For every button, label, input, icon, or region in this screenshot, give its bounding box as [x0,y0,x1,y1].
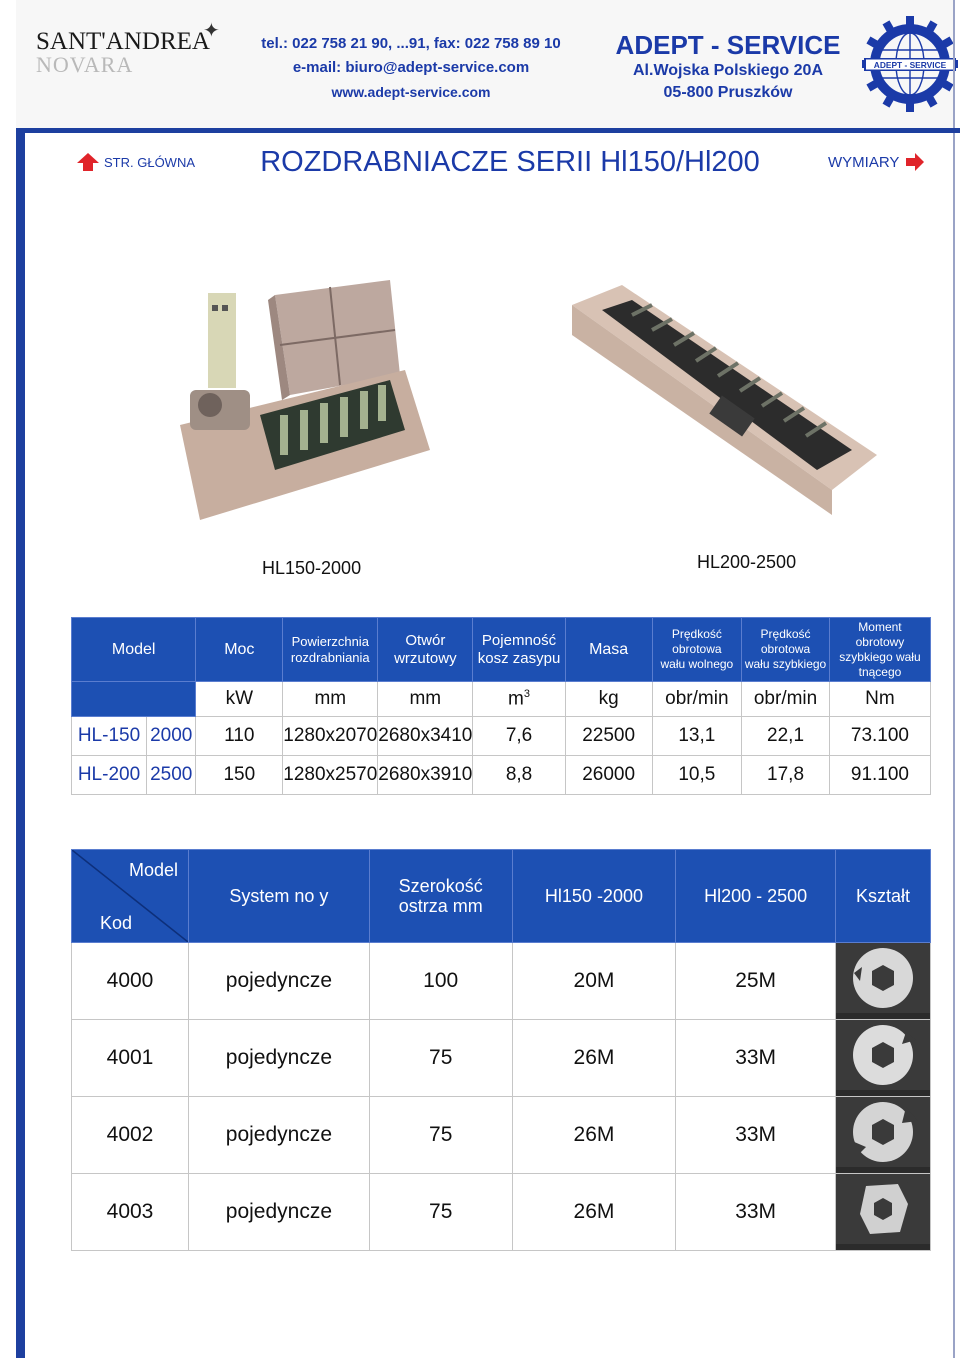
system-cell: pojedyncze [189,1020,370,1097]
slow-speed-value: 10,5 [652,756,742,795]
spec-table [71,617,931,795]
system-cell: pojedyncze [189,1174,370,1251]
adept-gear-logo [862,16,958,112]
spec-header-slow-2: obrotowa [672,642,722,656]
kod-cell: 4002 [72,1097,189,1174]
hl150-cell: 26M [512,1174,676,1251]
opening-value: 2680x3410 [378,717,473,756]
hl200-cell: 33M [676,1174,836,1251]
emblem-text: ADEPT - SERVICE [873,60,947,70]
table-row [72,1174,931,1251]
spec-header-area-2: rozdrabniania [290,649,370,665]
kod-cell: 4003 [72,1174,189,1251]
table-row [72,943,931,1020]
unit-power: kW [196,682,283,717]
shape-cell [835,943,930,1020]
knife-header-kod: Kod [100,913,133,933]
top-rule [16,128,960,133]
up-arrow-icon [76,152,100,172]
page-title: ROZDRABNIACZE SERII Hl150/Hl200 [260,146,760,178]
spec-header-opening-1: Otwór [405,631,446,649]
dimensions-link[interactable] [828,152,925,172]
hl150-photo [170,275,440,530]
contact-info [231,32,591,104]
dimensions-label: WYMIARY [828,153,900,171]
logo-line1: SANT'ANDREA [36,28,210,55]
right-arrow-icon [905,152,925,172]
spec-header-torque-3: szybkiego wału [839,649,921,664]
spec-header-power: Moc [196,618,283,682]
width-cell: 75 [369,1174,512,1251]
hl200-cell: 25M [676,943,836,1020]
model-size: 2500 [150,764,193,785]
knife-header-width [369,850,512,943]
table-row [72,1020,931,1097]
company-name: ADEPT - SERVICE [615,30,841,60]
spec-header-opening [378,618,473,682]
hl150-cell: 26M [512,1020,676,1097]
knife-header-model-kod [72,850,189,943]
mass-value: 22500 [565,717,652,756]
spec-header-torque [829,618,930,682]
spec-header-fast-3: wału szybkiego [744,657,827,671]
hl150-caption: HL150-2000 [262,558,362,578]
width-cell: 75 [369,1020,512,1097]
spec-header-hopper-1: Pojemność [481,631,557,649]
width-cell: 75 [369,1097,512,1174]
company-address [608,30,848,104]
power-value: 110 [196,717,283,756]
spec-header-torque-2: obrotowy [855,634,905,649]
system-cell: pojedyncze [189,1097,370,1174]
unit-area: mm [283,682,378,717]
unit-hopper-base: m [508,688,524,710]
unit-mass: kg [565,682,652,717]
star-icon: ✦ [203,20,220,42]
website-link[interactable]: www.adept-service.com [331,84,491,100]
spec-header-fast-2: obrotowa [760,642,811,656]
model-name: HL-200 [72,756,147,794]
spec-header-fast [742,618,830,682]
unit-opening: mm [378,682,473,717]
city-text: 05-800 Pruszków [663,84,793,101]
blade-shape-icon [836,1020,930,1090]
model-size: 2000 [150,725,193,746]
home-link[interactable] [76,152,195,172]
knife-header-system: System no y [189,850,370,943]
blade-shape-icon [836,1097,930,1167]
width-cell: 100 [369,943,512,1020]
spec-header-area-1: Powierzchnia [291,633,369,649]
email-text: e-mail: biuro@adept-service.com [292,59,530,76]
table-row [72,1097,931,1174]
santandrea-logo [36,20,220,78]
hl200-photo [562,275,882,520]
spec-header-slow-1: Prędkość [671,627,722,641]
mass-value: 26000 [565,756,652,795]
spec-header-fast-1: Prędkość [760,627,811,641]
spec-header-mass: Masa [565,618,652,682]
kod-cell: 4000 [72,943,189,1020]
spec-header-area [283,618,378,682]
model-name: HL-150 [72,717,147,755]
torque-value: 91.100 [829,756,930,795]
spec-header-opening-2: wrzutowy [394,649,457,667]
spec-header-model: Model [72,618,196,682]
hl200-cell: 33M [676,1097,836,1174]
spec-header-hopper-2: kosz zasypu [477,649,561,667]
knife-header-shape: Kształt [835,850,930,943]
model-cell [72,756,196,795]
knife-header-hl150: Hl150 -2000 [512,850,676,943]
fast-speed-value: 22,1 [742,717,830,756]
fast-speed-value: 17,8 [742,756,830,795]
knife-header-width-2: ostrza mm [398,896,483,916]
table-row [72,756,931,795]
spec-units-blank [72,682,196,717]
unit-fast: obr/min [742,682,830,717]
opening-value: 2680x3910 [378,756,473,795]
slow-speed-value: 13,1 [652,717,742,756]
spec-header-slow [652,618,742,682]
left-rail [16,128,25,1358]
knife-header-width-1: Szerokość [398,876,483,896]
shape-cell [835,1097,930,1174]
spec-header-hopper [473,618,565,682]
header-banner [16,0,954,128]
spec-header-torque-1: Moment [858,619,902,634]
phone-text: tel.: 022 758 21 90, ...91, fax: 022 758 89 10 [261,35,561,52]
hl200-caption: HL200-2500 [697,552,797,572]
power-value: 150 [196,756,283,795]
model-cell [72,717,196,756]
area-value: 1280x2570 [283,756,378,795]
unit-slow: obr/min [652,682,742,717]
system-cell: pojedyncze [189,943,370,1020]
spec-header-torque-4: tnącego [858,664,902,679]
hopper-value: 8,8 [473,756,565,795]
table-row [72,717,931,756]
hopper-value: 7,6 [473,717,565,756]
torque-value: 73.100 [829,717,930,756]
unit-hopper [473,682,565,717]
blade-shape-icon [836,943,930,1013]
knife-header-hl200: Hl200 - 2500 [676,850,836,943]
hl150-cell: 26M [512,1097,676,1174]
right-border [953,0,955,1358]
hl200-cell: 33M [676,1020,836,1097]
street-text: Al.Wojska Polskiego 20A [633,62,823,79]
knife-header-model: Model [128,860,178,880]
shape-cell [835,1020,930,1097]
logo-line2: NOVARA [36,52,134,77]
shape-cell [835,1174,930,1251]
unit-torque: Nm [829,682,930,717]
blade-shape-icon [836,1174,930,1244]
unit-hopper-sup: 3 [523,687,530,700]
kod-cell: 4001 [72,1020,189,1097]
hl150-cell: 20M [512,943,676,1020]
knife-table [71,849,931,1251]
spec-header-slow-3: wału wolnego [660,657,734,671]
area-value: 1280x2070 [283,717,378,756]
home-label: STR. GŁÓWNA [104,154,196,170]
